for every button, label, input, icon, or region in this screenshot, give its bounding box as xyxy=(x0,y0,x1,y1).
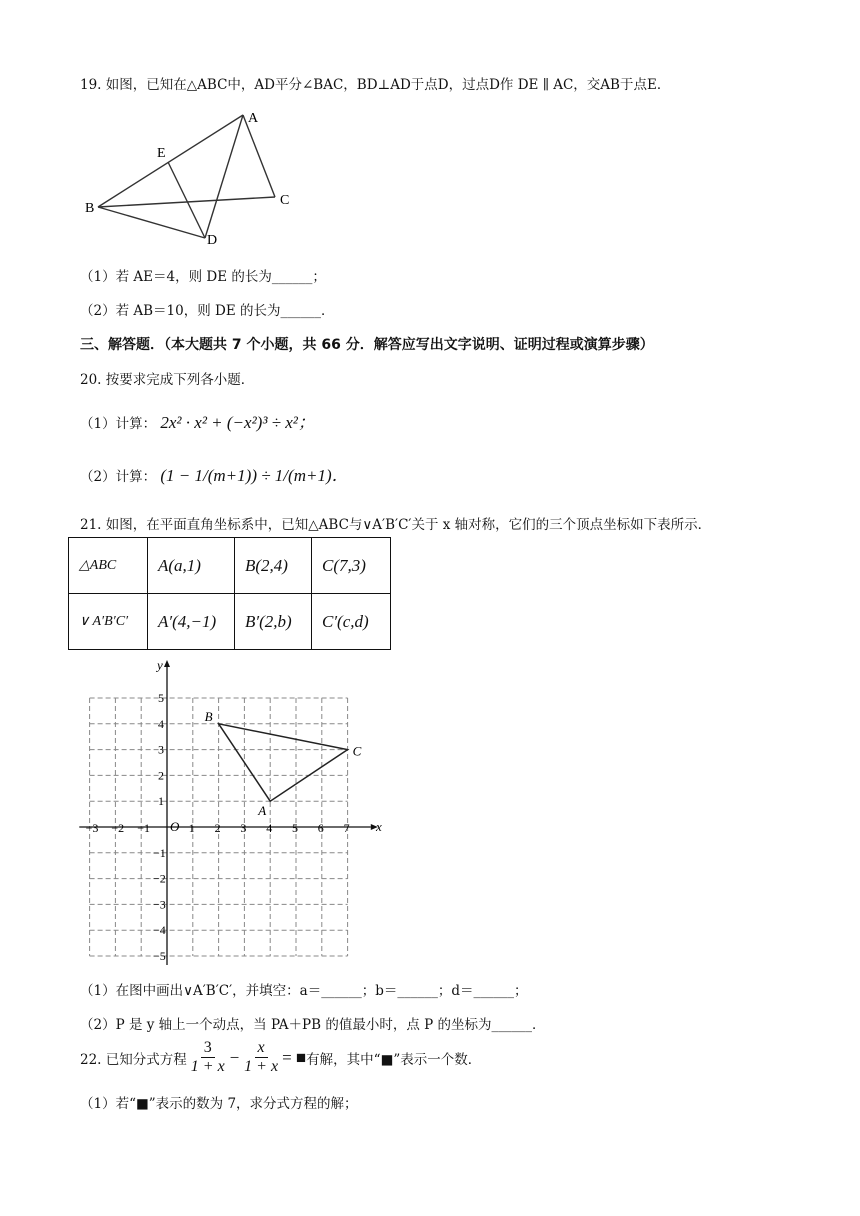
q20-part1 xyxy=(80,408,315,433)
y-tick-label: −3 xyxy=(153,897,166,912)
point-label-a: A xyxy=(258,803,267,819)
q22-numerator-2: x xyxy=(255,1039,268,1058)
q19-figure xyxy=(80,105,310,255)
y-tick-label: 3 xyxy=(158,742,164,757)
q19-triangle-lines xyxy=(98,115,275,238)
section-heading: 三、解答题．（本大题共 7 个小题，共 66 分．解答应写出文字说明、证明过程或演算步骤） xyxy=(80,337,654,353)
x-tick-label: 7 xyxy=(343,821,350,835)
y-tick-label: 2 xyxy=(158,768,164,783)
y-tick-label: 4 xyxy=(158,716,164,731)
table-cell: A′(4,−1) xyxy=(148,594,235,650)
y-axis-label: y xyxy=(157,657,163,673)
table-row xyxy=(69,538,391,594)
q22-minus: − xyxy=(228,1047,241,1067)
q22-part1: （1）若“■”表示的数为 7，求分式方程的解； xyxy=(80,1096,358,1112)
q21-part2: （2）P 是 y 轴上一个动点，当 PA＋PB 的值最小时，点 P 的坐标为______． xyxy=(80,1017,546,1033)
q22-denominator-1: 1 + x xyxy=(190,1058,225,1075)
x-tick-label: 5 xyxy=(292,821,298,835)
q22-rhs: = ■ xyxy=(282,1047,307,1067)
table-cell: ∨ A′B′C′ xyxy=(69,594,148,650)
x-tick-label: −3 xyxy=(85,821,99,835)
q22-stem-suffix: 有解，其中“■”表示一个数． xyxy=(306,1051,482,1068)
q20-stem: 20. 按要求完成下列各小题． xyxy=(80,372,255,388)
y-axis-arrow xyxy=(164,660,170,667)
q22-stem xyxy=(80,1039,481,1076)
x-axis-label: x xyxy=(375,819,382,834)
x-tick-label: 6 xyxy=(317,821,324,835)
table-cell: C′(c,d) xyxy=(312,594,391,650)
x-tick-label: 3 xyxy=(240,821,247,835)
table-cell: B(2,4) xyxy=(235,538,312,594)
x-tick-label: 1 xyxy=(188,821,195,835)
q21-part1: （1）在图中画出∨A′B′C′，并填空：a＝______；b＝______；d＝______； xyxy=(80,983,528,999)
y-tick-label: −1 xyxy=(153,845,166,860)
table-row xyxy=(69,594,391,650)
x-tick-label: −2 xyxy=(111,821,125,835)
q21-coordinate-grid xyxy=(75,655,395,965)
q19-part1: （1）若 AE＝4，则 DE 的长为______； xyxy=(80,269,326,285)
q19-stem: 19. 如图，已知在△ABC中，AD平分∠BAC，BD⊥AD于点D，过点D作 DE ∥ AC，交AB于点E． xyxy=(80,77,671,93)
table-cell: △ABC xyxy=(69,538,148,594)
q20-part2-expression: (1 − 1/(m+1)) ÷ 1/(m+1)． xyxy=(160,466,349,485)
q22-fraction-2 xyxy=(244,1039,278,1076)
q20-part1-label: （1）计算： xyxy=(80,416,157,432)
q19-part2: （2）若 AB＝10，则 DE 的长为______． xyxy=(80,303,335,319)
table-cell: A(a,1) xyxy=(148,538,235,594)
q19-label-d: D xyxy=(207,233,218,248)
q22-fraction-1 xyxy=(191,1039,225,1076)
q20-part2 xyxy=(80,461,349,486)
y-tick-label: −5 xyxy=(153,949,166,963)
point-label-c: C xyxy=(352,743,362,759)
x-tick-label: −1 xyxy=(137,821,150,835)
q19-label-a: A xyxy=(248,111,259,126)
y-tick-label: 1 xyxy=(158,794,164,809)
origin-label: O xyxy=(170,819,180,834)
table-cell: C(7,3) xyxy=(312,538,391,594)
q19-label-b: B xyxy=(85,201,95,216)
q21-coordinate-table xyxy=(68,537,391,650)
y-tick-label: −4 xyxy=(153,923,166,938)
y-tick-label: −2 xyxy=(153,871,166,886)
q20-part2-label: （2）计算： xyxy=(80,469,157,485)
q22-numerator-1: 3 xyxy=(201,1039,215,1058)
y-tick-label: 5 xyxy=(158,691,164,705)
q20-part1-expression: 2x² · x² + (−x²)³ ÷ x²； xyxy=(160,413,315,432)
q22-denominator-2: 1 + x xyxy=(244,1058,279,1075)
x-tick-label: 4 xyxy=(266,821,273,835)
table-cell: B′(2,b) xyxy=(235,594,312,650)
q22-stem-prefix: 22. 已知分式方程 xyxy=(80,1051,187,1068)
point-label-b: B xyxy=(204,708,213,724)
q19-label-e: E xyxy=(157,146,166,161)
x-tick-label: 2 xyxy=(214,821,221,835)
q21-stem: 21. 如图，在平面直角坐标系中，已知△ABC与∨A′B′C′关于 x 轴对称，它们的三个顶点坐标如下表所示． xyxy=(80,517,712,533)
triangle-abc xyxy=(219,724,348,801)
q19-label-c: C xyxy=(280,193,290,208)
